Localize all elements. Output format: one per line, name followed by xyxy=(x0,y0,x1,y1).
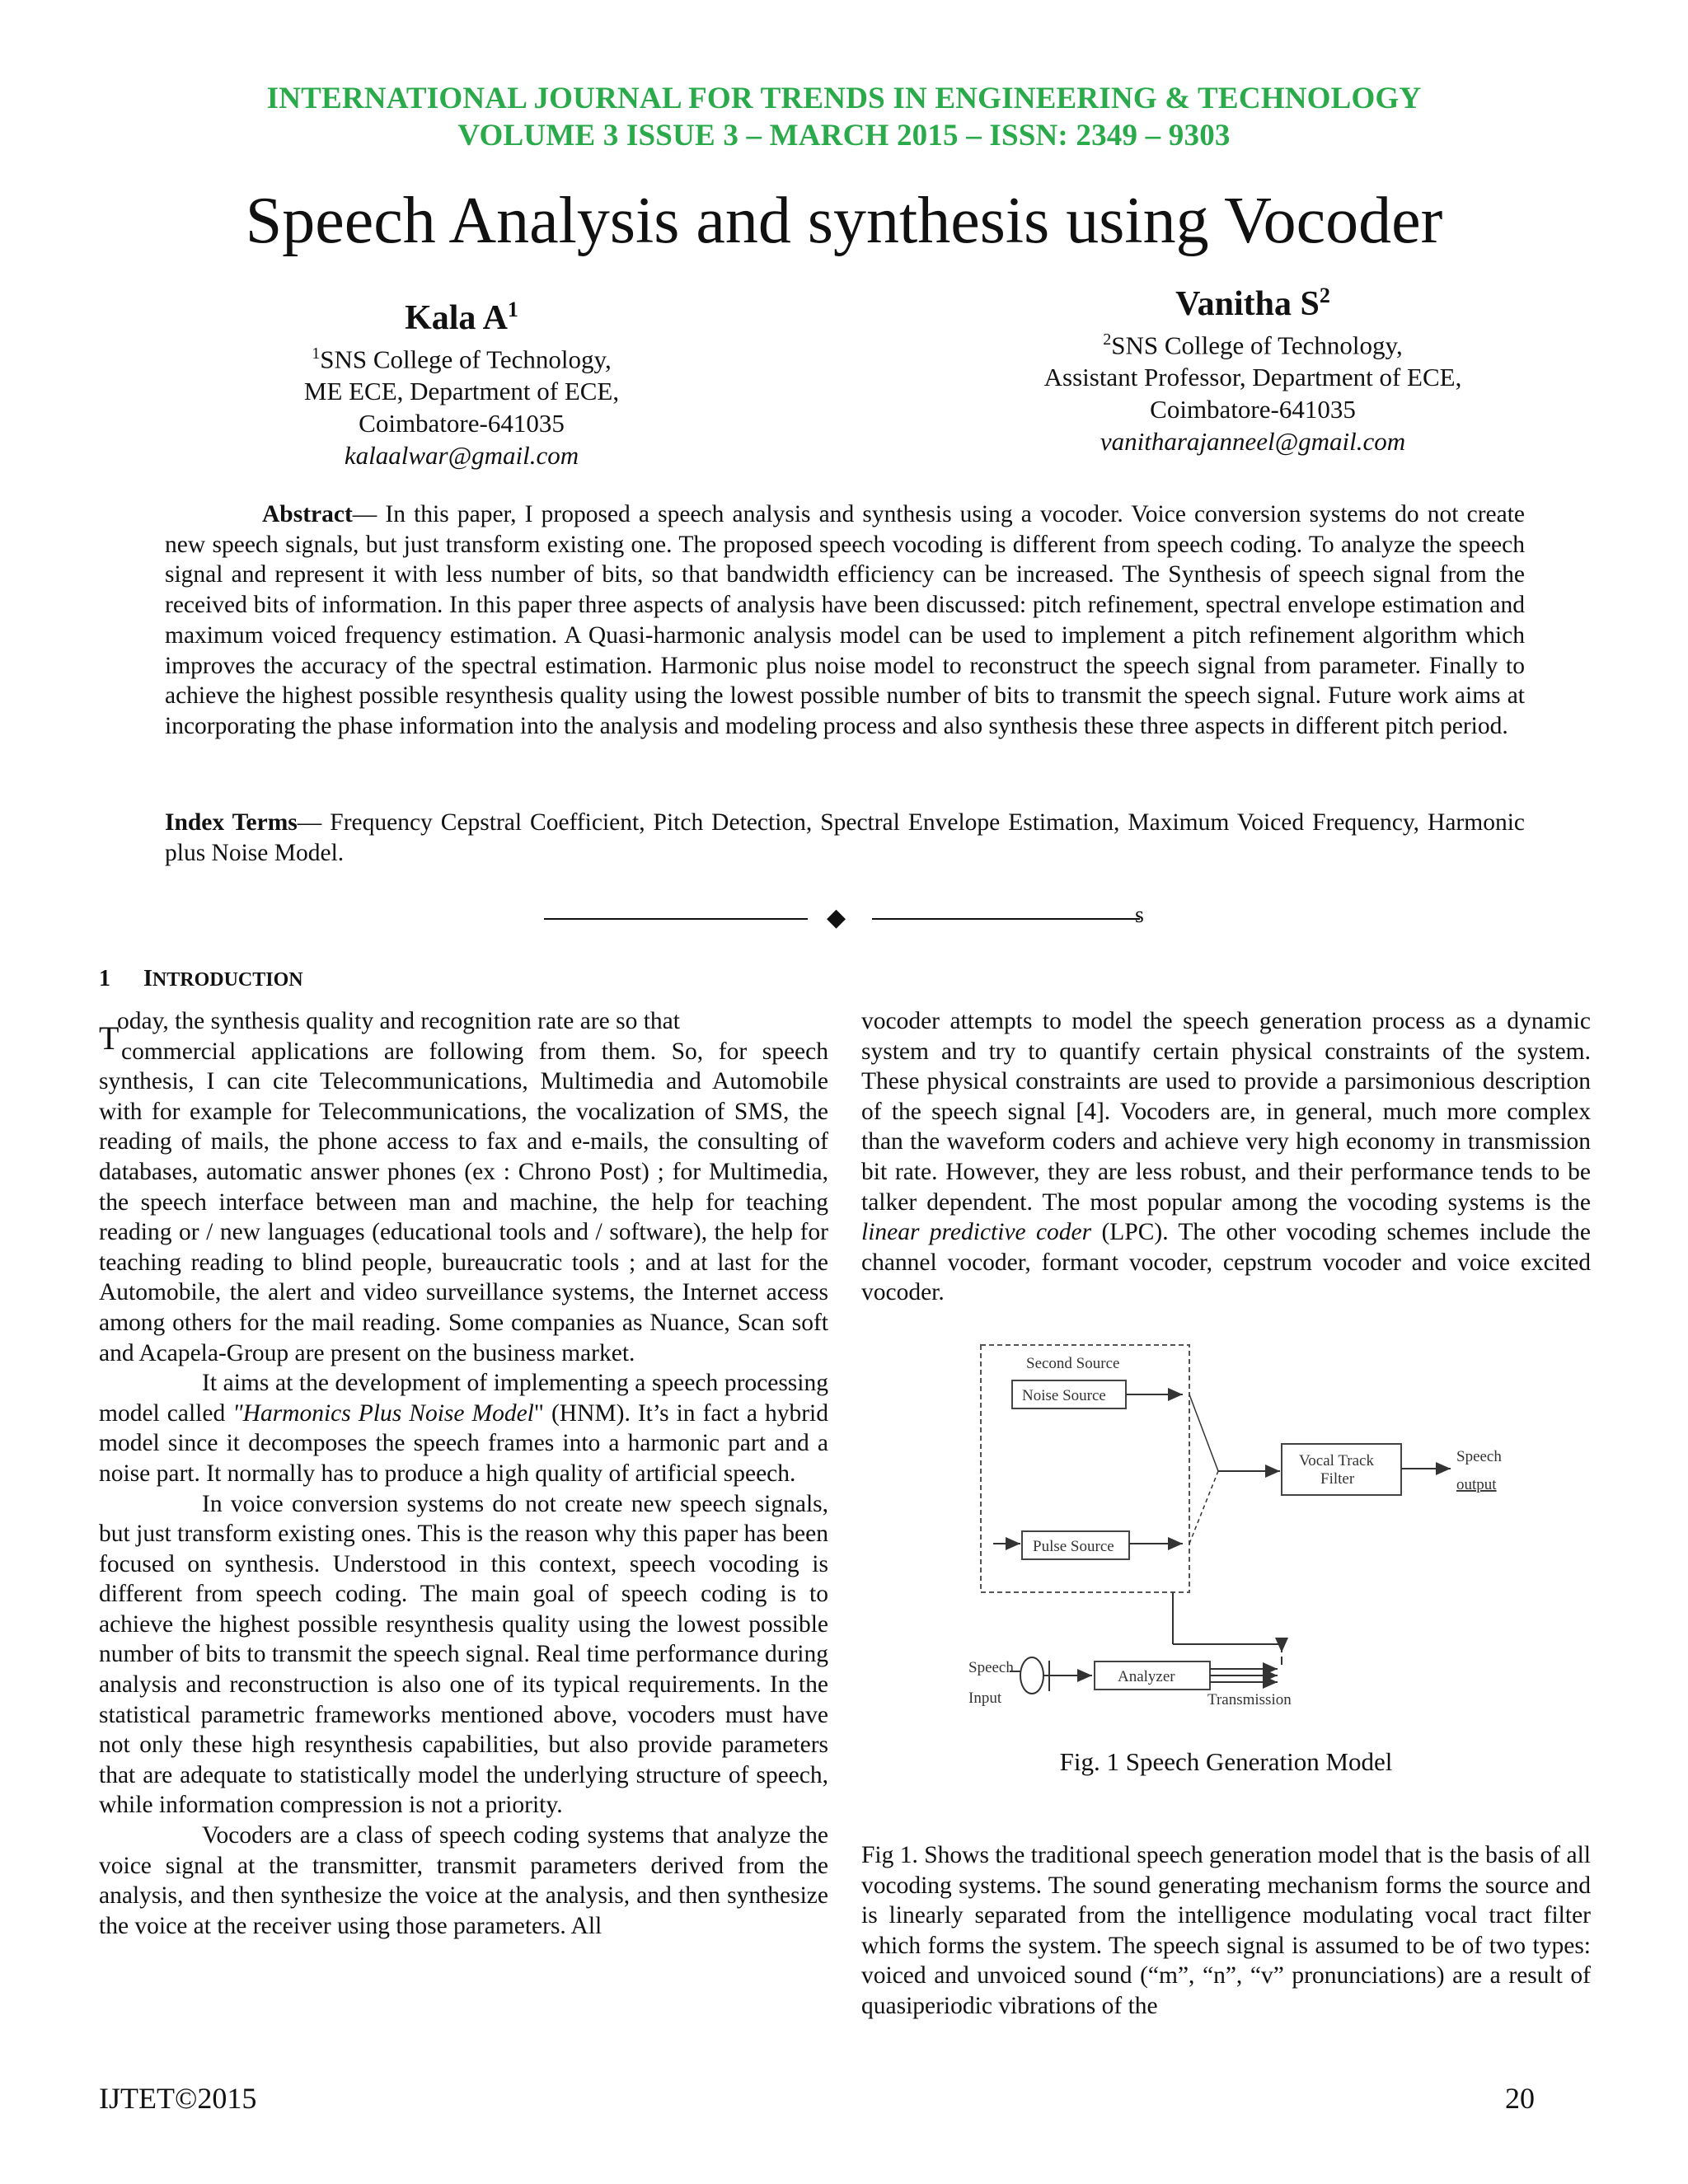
paragraph: oday, the synthesis quality and recognition rate are so that commercial applications are following from them. So, for speech synthesis, I can cite Telecommunications, Multimedia and Automobile with for example for Telecommunications, the vocalization of SMS, the reading of mails, the phone access to fax and e-mails, the consulting of databases, automatic answer phones (ex : Chrono Post) ; for Multimedia, the speech interface between man and machine, the help for teaching reading or / new languages (educational tools and / software), the help for teaching reading to blind people, bureaucratic tools ; and at last for the Automobile, the alert and video surveillance systems, the Internet access among others for the mail reading. Some companies as Nuance, Scan soft and Acapela-Group are present on the business market. xyxy=(99,1008,828,1366)
figure-speech-generation-model xyxy=(956,1335,1550,1722)
drop-cap: T xyxy=(99,1019,120,1057)
separator-rule-right xyxy=(872,918,1140,920)
paragraph: vocoder attempts to model the speech generation process as a dynamic system and try to quantify certain physical constraints of the system. These physical constraints are used to provide a parsimonious description of the speech signal [4]. Vocoders are, in general, much more complex than the waveform coders and achieve very high economy in transmission bit rate. However, they are less robust, and their performance tends to be talker dependent. The most popular among the vocoding systems is the linear predictive coder (LPC). The other vocoding schemes include the channel vocoder, formant vocoder, cepstrum vocoder and voice excited vocoder. xyxy=(861,1008,1592,1306)
paragraph: Vocoders are a class of speech coding systems that analyze the voice signal at the transmitter, transmit parameters derived from the analysis, and then synthesize the voice at the analysis, and then synthesize the voice at the receiver using those parameters. All xyxy=(99,1822,828,1939)
speech-input-label: Speech xyxy=(968,1659,1014,1676)
paper-title: Speech Analysis and synthesis using Vocoder xyxy=(245,185,1443,257)
right-column-top xyxy=(861,1006,1591,1308)
analyzer-label: Analyzer xyxy=(1118,1668,1175,1685)
author-role: ME ECE, Department of ECE, xyxy=(303,377,620,406)
section-heading: 1 INTRODUCTION xyxy=(99,966,303,991)
author-city: Coimbatore-641035 xyxy=(1150,395,1356,424)
abstract-label: Abstract xyxy=(262,501,353,527)
footer-copyright: IJTET©2015 xyxy=(99,2082,257,2115)
right-column-bottom xyxy=(861,1840,1591,2022)
index-terms-text: Frequency Cepstral Coefficient, Pitch Detection, Spectral Envelope Estimation, Maximum Voiced Frequency, Harmonic plus Noise Model. xyxy=(165,809,1525,866)
separator-trailing: s xyxy=(1135,902,1144,928)
separator-diamond-icon: ◆ xyxy=(827,903,846,932)
speech-input-label-2: Input xyxy=(968,1690,1002,1707)
author-email: vanitharajanneel@gmail.com xyxy=(1100,427,1406,457)
author-name: Vanitha $S^2$ xyxy=(1175,284,1330,323)
author-city: Coimbatore-641035 xyxy=(359,409,565,438)
paragraph: In voice conversion systems do not create new speech signals, but just transform existing ones. This is the reason why this paper has been focused on synthesis. Understood in this context, speech vocoding is different from speech coding. The main goal of speech coding is to achieve the highest possible resynthesis quality using the lowest possible number of bits to transmit the speech signal. Real time performance during analysis and reconstruction is also one of its typical requirements. In the statistical parametric frameworks mentioned above, vocoders must have not only these high resynthesis capabilities, but also provide parameters that are adequate to statistically model the underlying structure of speech, while information compression is not a priority. xyxy=(99,1490,828,1819)
abstract: Abstract— In this paper, I proposed a speech analysis and synthesis using a vocoder. Voice conversion systems do not create new speech signals, but just transform existing one. The proposed speech vocoding is different from speech coding. To analyze the speech signal and represent it with less number of bits, so that bandwidth efficiency can be increased. The Synthesis of speech signal from the received bits of information. In this paper three aspects of analysis have been discussed: pitch refinement, spectral envelope estimation and maximum voiced frequency estimation. A Quasi-harmonic analysis model can be used to implement a pitch refinement algorithm which improves the accuracy of the spectral estimation. Harmonic plus noise model to reconstruct the speech signal from parameter. Finally to achieve the highest possible resynthesis quality using the lowest possible number of bits to transmit the speech signal. Future work aims at incorporating the phase information into the analysis and modeling process and also synthesis these three aspects in different pitch period. xyxy=(165,501,1525,739)
author-affiliation: $^1$SNS College of Technology, xyxy=(312,344,612,374)
speech-output-label: Speech xyxy=(1456,1448,1502,1465)
vocal-filter-label: Filter xyxy=(1320,1470,1355,1488)
journal-name: INTERNATIONAL JOURNAL FOR TRENDS IN ENGINEERING & TECHNOLOGY xyxy=(266,82,1422,115)
index-terms-label: Index Terms xyxy=(165,809,298,836)
volume-line: VOLUME 3 ISSUE 3 – MARCH 2015 – ISSN: 2349 – 9303 xyxy=(457,119,1231,152)
author-block-2 xyxy=(973,276,1533,457)
author-name: Kala $A^1$ xyxy=(405,298,518,337)
pulse-source-label: Pulse Source xyxy=(1033,1538,1114,1555)
author-block-1 xyxy=(256,290,668,471)
transmission-label: Transmission xyxy=(1207,1691,1292,1708)
separator-rule-left xyxy=(544,918,808,920)
paragraph: Fig 1. Shows the traditional speech generation model that is the basis of all vocoding systems. The sound generating mechanism forms the source and is linearly separated from the intelligence modulating vocal tract filter which forms the system. The speech signal is assumed to be of two types: voiced and unvoiced sound (“m”, “n”, “v” pronunciations) are a result of quasiperiodic vibrations of the xyxy=(861,1842,1591,2019)
paragraph: It aims at the development of implementing a speech processing model called "Harmonics Plus Noise Model" (HNM). It’s in fact a hybrid model since it decomposes the speech frames into a harmonic part and a noise part. It normally has to produce a high quality of artificial speech. xyxy=(99,1370,828,1487)
index-terms: Index Terms— Frequency Cepstral Coefficient, Pitch Detection, Spectral Envelope Estimation, Maximum Voiced Frequency, Harmonic plus Noise Model. xyxy=(165,809,1525,866)
author-affiliation: $^2$SNS College of Technology, xyxy=(1103,330,1403,360)
author-role: Assistant Professor, Department of ECE, xyxy=(1043,363,1462,392)
left-column xyxy=(99,1006,828,1941)
author-email: kalaalwar@gmail.com xyxy=(344,441,579,471)
page-number: 20 xyxy=(1505,2082,1535,2115)
microphone-icon xyxy=(1020,1657,1043,1694)
abstract-text: In this paper, I proposed a speech analysis and synthesis using a vocoder. Voice conversion systems do not create new speech signals, but just transform existing one. The proposed speech vocoding is different from speech coding. To analyze the speech signal and represent it with less number of bits, so that bandwidth efficiency can be increased. The Synthesis of speech signal from the received bits of information. In this paper three aspects of analysis have been discussed: pitch refinement, spectral envelope estimation and maximum voiced frequency estimation. A Quasi-harmonic analysis model can be used to implement a pitch refinement algorithm which improves the accuracy of the spectral estimation. Harmonic plus noise model to reconstruct the speech signal from parameter. Finally to achieve the highest possible resynthesis quality using the lowest possible number of bits to transmit the speech signal. Future work aims at incorporating the phase information into the analysis and modeling process and also synthesis these three aspects in different pitch period. xyxy=(165,501,1525,739)
speech-output-label-2: output xyxy=(1456,1476,1497,1493)
vocal-track-label: Vocal Track xyxy=(1299,1452,1374,1469)
second-source-label: Second Source xyxy=(1026,1355,1120,1372)
noise-source-label: Noise Source xyxy=(1022,1387,1106,1404)
figure-caption: Fig. 1 Speech Generation Model xyxy=(1059,1747,1393,1776)
